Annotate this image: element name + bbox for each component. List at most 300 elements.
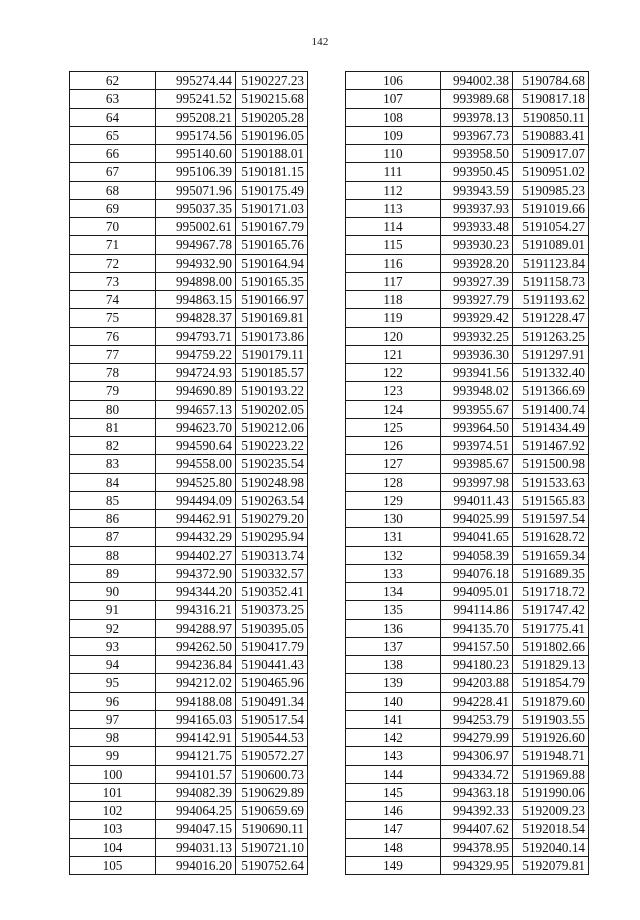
point-number-cell: 105	[70, 856, 156, 874]
table-row	[346, 802, 589, 820]
y-coordinate-cell: 5191054.27	[513, 218, 589, 236]
point-number-cell: 101	[70, 783, 156, 801]
x-coordinate-cell: 994288.97	[156, 619, 236, 637]
table-row	[346, 637, 589, 655]
y-coordinate-cell: 5192079.81	[513, 856, 589, 874]
point-number-cell: 113	[346, 199, 441, 217]
table-row	[70, 528, 308, 546]
x-coordinate-cell: 994064.25	[156, 802, 236, 820]
coordinate-table-right-body	[346, 72, 589, 875]
point-number-cell: 95	[70, 674, 156, 692]
y-coordinate-cell: 5190185.57	[236, 364, 308, 382]
point-number-cell: 67	[70, 163, 156, 181]
y-coordinate-cell: 5190173.86	[236, 327, 308, 345]
x-coordinate-cell: 994432.29	[156, 528, 236, 546]
y-coordinate-cell: 5191089.01	[513, 236, 589, 254]
y-coordinate-cell: 5190223.22	[236, 437, 308, 455]
x-coordinate-cell: 994558.00	[156, 455, 236, 473]
table-row	[70, 747, 308, 765]
point-number-cell: 106	[346, 72, 441, 90]
x-coordinate-cell: 993927.39	[441, 272, 513, 290]
point-number-cell: 141	[346, 710, 441, 728]
y-coordinate-cell: 5191019.66	[513, 199, 589, 217]
x-coordinate-cell: 994253.79	[441, 710, 513, 728]
x-coordinate-cell: 994657.13	[156, 400, 236, 418]
y-coordinate-cell: 5190279.20	[236, 510, 308, 528]
table-row	[70, 765, 308, 783]
y-coordinate-cell: 5190784.68	[513, 72, 589, 90]
point-number-cell: 76	[70, 327, 156, 345]
y-coordinate-cell: 5190235.54	[236, 455, 308, 473]
point-number-cell: 63	[70, 90, 156, 108]
table-row	[70, 710, 308, 728]
x-coordinate-cell: 994135.70	[441, 619, 513, 637]
x-coordinate-cell: 994759.22	[156, 345, 236, 363]
x-coordinate-cell: 993997.98	[441, 473, 513, 491]
point-number-cell: 114	[346, 218, 441, 236]
y-coordinate-cell: 5190196.05	[236, 126, 308, 144]
point-number-cell: 72	[70, 254, 156, 272]
point-number-cell: 132	[346, 546, 441, 564]
y-coordinate-cell: 5190215.68	[236, 90, 308, 108]
point-number-cell: 112	[346, 181, 441, 199]
x-coordinate-cell: 994142.91	[156, 729, 236, 747]
x-coordinate-cell: 994392.33	[441, 802, 513, 820]
point-number-cell: 121	[346, 345, 441, 363]
x-coordinate-cell: 994462.91	[156, 510, 236, 528]
y-coordinate-cell: 5190165.35	[236, 272, 308, 290]
table-row	[346, 692, 589, 710]
table-row	[346, 272, 589, 290]
point-number-cell: 64	[70, 108, 156, 126]
table-row	[346, 729, 589, 747]
point-number-cell: 125	[346, 418, 441, 436]
point-number-cell: 138	[346, 656, 441, 674]
point-number-cell: 94	[70, 656, 156, 674]
x-coordinate-cell: 995037.35	[156, 199, 236, 217]
table-row	[70, 656, 308, 674]
table-row	[70, 564, 308, 582]
point-number-cell: 66	[70, 145, 156, 163]
point-number-cell: 73	[70, 272, 156, 290]
point-number-cell: 148	[346, 838, 441, 856]
y-coordinate-cell: 5190332.57	[236, 564, 308, 582]
coordinate-table-left-body	[70, 72, 308, 875]
y-coordinate-cell: 5191228.47	[513, 309, 589, 327]
x-coordinate-cell: 995208.21	[156, 108, 236, 126]
table-row	[70, 90, 308, 108]
y-coordinate-cell: 5190179.11	[236, 345, 308, 363]
x-coordinate-cell: 994157.50	[441, 637, 513, 655]
x-coordinate-cell: 993978.13	[441, 108, 513, 126]
y-coordinate-cell: 5190205.28	[236, 108, 308, 126]
table-row	[346, 783, 589, 801]
x-coordinate-cell: 994407.62	[441, 820, 513, 838]
table-row	[70, 637, 308, 655]
point-number-cell: 146	[346, 802, 441, 820]
y-coordinate-cell: 5191366.69	[513, 382, 589, 400]
x-coordinate-cell: 995002.61	[156, 218, 236, 236]
x-coordinate-cell: 994236.84	[156, 656, 236, 674]
y-coordinate-cell: 5190517.54	[236, 710, 308, 728]
table-row	[70, 364, 308, 382]
point-number-cell: 136	[346, 619, 441, 637]
y-coordinate-cell: 5191193.62	[513, 291, 589, 309]
y-coordinate-cell: 5191659.34	[513, 546, 589, 564]
y-coordinate-cell: 5190166.97	[236, 291, 308, 309]
x-coordinate-cell: 994047.15	[156, 820, 236, 838]
y-coordinate-cell: 5191879.60	[513, 692, 589, 710]
point-number-cell: 137	[346, 637, 441, 655]
table-row	[70, 382, 308, 400]
table-row	[70, 309, 308, 327]
y-coordinate-cell: 5191500.98	[513, 455, 589, 473]
point-number-cell: 104	[70, 838, 156, 856]
point-number-cell: 149	[346, 856, 441, 874]
table-row	[70, 236, 308, 254]
table-row	[346, 491, 589, 509]
y-coordinate-cell: 5191969.88	[513, 765, 589, 783]
table-row	[70, 546, 308, 564]
y-coordinate-cell: 5190600.73	[236, 765, 308, 783]
y-coordinate-cell: 5191829.13	[513, 656, 589, 674]
point-number-cell: 62	[70, 72, 156, 90]
x-coordinate-cell: 993933.48	[441, 218, 513, 236]
y-coordinate-cell: 5190167.79	[236, 218, 308, 236]
x-coordinate-cell: 995140.60	[156, 145, 236, 163]
table-row	[346, 382, 589, 400]
table-row	[346, 564, 589, 582]
point-number-cell: 81	[70, 418, 156, 436]
point-number-cell: 92	[70, 619, 156, 637]
y-coordinate-cell: 5190193.22	[236, 382, 308, 400]
x-coordinate-cell: 994494.09	[156, 491, 236, 509]
table-row	[346, 327, 589, 345]
point-number-cell: 127	[346, 455, 441, 473]
table-row	[346, 254, 589, 272]
point-number-cell: 77	[70, 345, 156, 363]
table-row	[70, 126, 308, 144]
y-coordinate-cell: 5190883.41	[513, 126, 589, 144]
table-row	[70, 72, 308, 90]
x-coordinate-cell: 994188.08	[156, 692, 236, 710]
table-row	[346, 674, 589, 692]
table-row	[70, 820, 308, 838]
y-coordinate-cell: 5191332.40	[513, 364, 589, 382]
x-coordinate-cell: 993955.67	[441, 400, 513, 418]
x-coordinate-cell: 994590.64	[156, 437, 236, 455]
x-coordinate-cell: 993948.02	[441, 382, 513, 400]
coordinate-table-left	[69, 71, 308, 875]
table-row	[346, 455, 589, 473]
table-row	[346, 309, 589, 327]
x-coordinate-cell: 993936.30	[441, 345, 513, 363]
y-coordinate-cell: 5191467.92	[513, 437, 589, 455]
x-coordinate-cell: 993932.25	[441, 327, 513, 345]
x-coordinate-cell: 993964.50	[441, 418, 513, 436]
y-coordinate-cell: 5190352.41	[236, 583, 308, 601]
table-row	[70, 400, 308, 418]
y-coordinate-cell: 5191628.72	[513, 528, 589, 546]
point-number-cell: 65	[70, 126, 156, 144]
point-number-cell: 120	[346, 327, 441, 345]
y-coordinate-cell: 5190752.64	[236, 856, 308, 874]
y-coordinate-cell: 5190690.11	[236, 820, 308, 838]
point-number-cell: 102	[70, 802, 156, 820]
x-coordinate-cell: 995106.39	[156, 163, 236, 181]
table-row	[70, 145, 308, 163]
x-coordinate-cell: 994724.93	[156, 364, 236, 382]
y-coordinate-cell: 5191775.41	[513, 619, 589, 637]
x-coordinate-cell: 994932.90	[156, 254, 236, 272]
point-number-cell: 119	[346, 309, 441, 327]
y-coordinate-cell: 5191802.66	[513, 637, 589, 655]
y-coordinate-cell: 5190165.76	[236, 236, 308, 254]
table-row	[70, 729, 308, 747]
x-coordinate-cell: 994329.95	[441, 856, 513, 874]
x-coordinate-cell: 994525.80	[156, 473, 236, 491]
point-number-cell: 144	[346, 765, 441, 783]
y-coordinate-cell: 5191400.74	[513, 400, 589, 418]
table-row	[346, 418, 589, 436]
point-number-cell: 145	[346, 783, 441, 801]
point-number-cell: 118	[346, 291, 441, 309]
x-coordinate-cell: 994228.41	[441, 692, 513, 710]
table-row	[70, 510, 308, 528]
point-number-cell: 128	[346, 473, 441, 491]
page-number: 142	[311, 36, 329, 48]
y-coordinate-cell: 5192018.54	[513, 820, 589, 838]
x-coordinate-cell: 994378.95	[441, 838, 513, 856]
table-row	[70, 418, 308, 436]
point-number-cell: 97	[70, 710, 156, 728]
table-row	[346, 199, 589, 217]
point-number-cell: 142	[346, 729, 441, 747]
point-number-cell: 131	[346, 528, 441, 546]
table-row	[70, 108, 308, 126]
y-coordinate-cell: 5190465.96	[236, 674, 308, 692]
y-coordinate-cell: 5190263.54	[236, 491, 308, 509]
point-number-cell: 84	[70, 473, 156, 491]
y-coordinate-cell: 5190175.49	[236, 181, 308, 199]
x-coordinate-cell: 994279.99	[441, 729, 513, 747]
y-coordinate-cell: 5190181.15	[236, 163, 308, 181]
point-number-cell: 117	[346, 272, 441, 290]
point-number-cell: 143	[346, 747, 441, 765]
point-number-cell: 82	[70, 437, 156, 455]
y-coordinate-cell: 5191948.71	[513, 747, 589, 765]
y-coordinate-cell: 5191854.79	[513, 674, 589, 692]
table-row	[346, 400, 589, 418]
y-coordinate-cell: 5191718.72	[513, 583, 589, 601]
table-row	[70, 674, 308, 692]
y-coordinate-cell: 5191434.49	[513, 418, 589, 436]
x-coordinate-cell: 993937.93	[441, 199, 513, 217]
y-coordinate-cell: 5191689.35	[513, 564, 589, 582]
x-coordinate-cell: 994372.90	[156, 564, 236, 582]
y-coordinate-cell: 5190188.01	[236, 145, 308, 163]
y-coordinate-cell: 5190373.25	[236, 601, 308, 619]
y-coordinate-cell: 5191747.42	[513, 601, 589, 619]
table-row	[70, 802, 308, 820]
y-coordinate-cell: 5191990.06	[513, 783, 589, 801]
y-coordinate-cell: 5190169.81	[236, 309, 308, 327]
point-number-cell: 115	[346, 236, 441, 254]
point-number-cell: 123	[346, 382, 441, 400]
point-number-cell: 107	[346, 90, 441, 108]
point-number-cell: 69	[70, 199, 156, 217]
point-number-cell: 147	[346, 820, 441, 838]
table-row	[70, 163, 308, 181]
point-number-cell: 79	[70, 382, 156, 400]
x-coordinate-cell: 994114.86	[441, 601, 513, 619]
x-coordinate-cell: 993967.73	[441, 126, 513, 144]
y-coordinate-cell: 5190212.06	[236, 418, 308, 436]
point-number-cell: 133	[346, 564, 441, 582]
x-coordinate-cell: 993929.42	[441, 309, 513, 327]
x-coordinate-cell: 994623.70	[156, 418, 236, 436]
x-coordinate-cell: 994101.57	[156, 765, 236, 783]
x-coordinate-cell: 994402.27	[156, 546, 236, 564]
point-number-cell: 126	[346, 437, 441, 455]
table-row	[346, 510, 589, 528]
table-row	[346, 473, 589, 491]
point-number-cell: 91	[70, 601, 156, 619]
y-coordinate-cell: 5191123.84	[513, 254, 589, 272]
y-coordinate-cell: 5190295.94	[236, 528, 308, 546]
point-number-cell: 93	[70, 637, 156, 655]
x-coordinate-cell: 994025.99	[441, 510, 513, 528]
x-coordinate-cell: 994121.75	[156, 747, 236, 765]
x-coordinate-cell: 995174.56	[156, 126, 236, 144]
table-row	[70, 345, 308, 363]
point-number-cell: 134	[346, 583, 441, 601]
x-coordinate-cell: 993950.45	[441, 163, 513, 181]
x-coordinate-cell: 994212.02	[156, 674, 236, 692]
x-coordinate-cell: 994082.39	[156, 783, 236, 801]
y-coordinate-cell: 5190985.23	[513, 181, 589, 199]
table-row	[70, 838, 308, 856]
point-number-cell: 87	[70, 528, 156, 546]
y-coordinate-cell: 5191903.55	[513, 710, 589, 728]
point-number-cell: 88	[70, 546, 156, 564]
point-number-cell: 116	[346, 254, 441, 272]
table-row	[346, 601, 589, 619]
x-coordinate-cell: 994031.13	[156, 838, 236, 856]
x-coordinate-cell: 994793.71	[156, 327, 236, 345]
y-coordinate-cell: 5190395.05	[236, 619, 308, 637]
x-coordinate-cell: 994180.23	[441, 656, 513, 674]
table-row	[346, 90, 589, 108]
x-coordinate-cell: 994058.39	[441, 546, 513, 564]
point-number-cell: 68	[70, 181, 156, 199]
point-number-cell: 103	[70, 820, 156, 838]
point-number-cell: 96	[70, 692, 156, 710]
table-row	[346, 108, 589, 126]
point-number-cell: 109	[346, 126, 441, 144]
table-row	[346, 619, 589, 637]
table-row	[70, 272, 308, 290]
point-number-cell: 140	[346, 692, 441, 710]
y-coordinate-cell: 5190629.89	[236, 783, 308, 801]
x-coordinate-cell: 994165.03	[156, 710, 236, 728]
y-coordinate-cell: 5191297.91	[513, 345, 589, 363]
point-number-cell: 139	[346, 674, 441, 692]
y-coordinate-cell: 5191263.25	[513, 327, 589, 345]
x-coordinate-cell: 993930.23	[441, 236, 513, 254]
x-coordinate-cell: 994076.18	[441, 564, 513, 582]
table-row	[346, 546, 589, 564]
y-coordinate-cell: 5190544.53	[236, 729, 308, 747]
x-coordinate-cell: 994016.20	[156, 856, 236, 874]
table-row	[346, 583, 589, 601]
x-coordinate-cell: 994690.89	[156, 382, 236, 400]
table-row	[346, 218, 589, 236]
y-coordinate-cell: 5190721.10	[236, 838, 308, 856]
table-row	[70, 491, 308, 509]
coordinate-table-right	[345, 71, 589, 875]
y-coordinate-cell: 5191565.83	[513, 491, 589, 509]
table-row	[70, 619, 308, 637]
point-number-cell: 75	[70, 309, 156, 327]
x-coordinate-cell: 994967.78	[156, 236, 236, 254]
point-number-cell: 74	[70, 291, 156, 309]
y-coordinate-cell: 5190659.69	[236, 802, 308, 820]
x-coordinate-cell: 993928.20	[441, 254, 513, 272]
point-number-cell: 71	[70, 236, 156, 254]
table-row	[346, 437, 589, 455]
y-coordinate-cell: 5190491.34	[236, 692, 308, 710]
point-number-cell: 108	[346, 108, 441, 126]
table-row	[346, 163, 589, 181]
x-coordinate-cell: 994041.65	[441, 528, 513, 546]
x-coordinate-cell: 994334.72	[441, 765, 513, 783]
table-row	[346, 528, 589, 546]
table-row	[346, 72, 589, 90]
point-number-cell: 85	[70, 491, 156, 509]
x-coordinate-cell: 994002.38	[441, 72, 513, 90]
point-number-cell: 86	[70, 510, 156, 528]
x-coordinate-cell: 994306.97	[441, 747, 513, 765]
point-number-cell: 124	[346, 400, 441, 418]
point-number-cell: 100	[70, 765, 156, 783]
y-coordinate-cell: 5190164.94	[236, 254, 308, 272]
table-row	[346, 236, 589, 254]
x-coordinate-cell: 994203.88	[441, 674, 513, 692]
x-coordinate-cell: 993958.50	[441, 145, 513, 163]
point-number-cell: 78	[70, 364, 156, 382]
table-row	[70, 181, 308, 199]
table-row	[346, 364, 589, 382]
y-coordinate-cell: 5191533.63	[513, 473, 589, 491]
y-coordinate-cell: 5191926.60	[513, 729, 589, 747]
x-coordinate-cell: 994363.18	[441, 783, 513, 801]
table-row	[70, 254, 308, 272]
point-number-cell: 98	[70, 729, 156, 747]
x-coordinate-cell: 993927.79	[441, 291, 513, 309]
point-number-cell: 130	[346, 510, 441, 528]
table-row	[70, 218, 308, 236]
y-coordinate-cell: 5190248.98	[236, 473, 308, 491]
y-coordinate-cell: 5190951.02	[513, 163, 589, 181]
table-row	[346, 656, 589, 674]
table-row	[70, 327, 308, 345]
table-row	[346, 856, 589, 874]
y-coordinate-cell: 5192009.23	[513, 802, 589, 820]
x-coordinate-cell: 993989.68	[441, 90, 513, 108]
table-row	[70, 437, 308, 455]
table-row	[70, 783, 308, 801]
